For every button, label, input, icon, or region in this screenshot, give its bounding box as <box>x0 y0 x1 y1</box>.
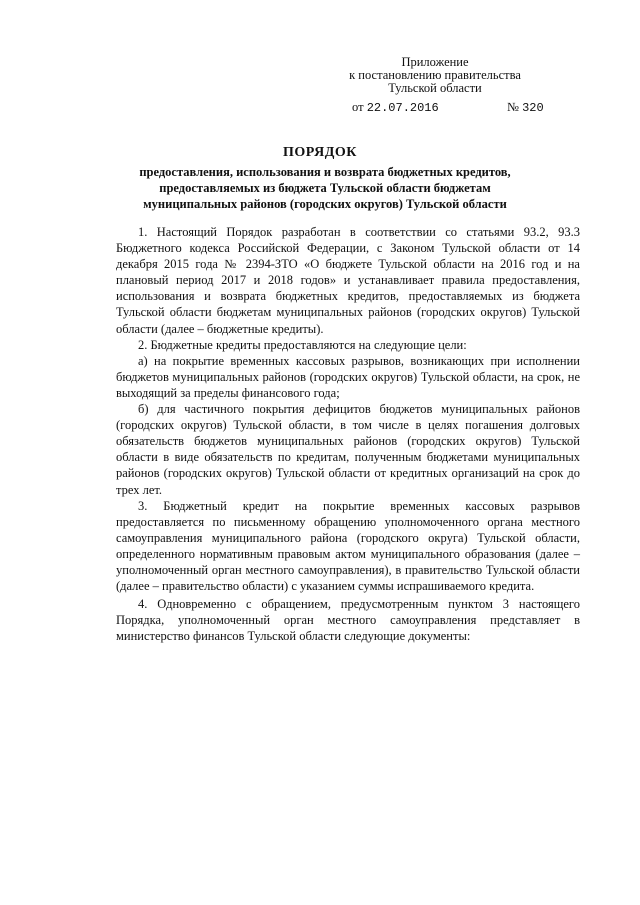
paragraph-2b: б) для частичного покрытия дефицитов бюджетов муниципальных районов (городских округов) Тульской области, в том числе в целях погашения долговых обязательств бюджетов муниципальных районов (городских округов) Тульской области в виде обязательств по кредитам, полученным бюджетами муниципальных районов (городских округов) Тульской области от кредитных организаций на срок до трех лет. <box>116 402 580 497</box>
decree-date: 22.07.2016 <box>366 101 439 115</box>
paragraph-3: 3. Бюджетный кредит на покрытие временных кассовых разрывов предоставляется по письменному обращению уполномоченного органа местного самоуправления муниципального района (городского округа) Тульской области, определенного нормативным правовым актом муниципального образования (далее – уполномоченный орган местного самоуправления), в правительство Тульской области (далее – правительство области) с указанием суммы испрашиваемого кредита. <box>116 498 580 594</box>
paragraph-2: 2. Бюджетные кредиты предоставляются на следующие цели: <box>138 337 467 352</box>
subtitle-line-1: предоставления, использования и возврата бюджетных кредитов, <box>139 165 511 179</box>
document-subtitle <box>90 164 560 212</box>
date-prefix: от <box>352 100 364 114</box>
subtitle-line-2: предоставляемых из бюджета Тульской области бюджетам <box>159 181 491 195</box>
document-body <box>116 224 580 644</box>
document-title: ПОРЯДОК <box>283 145 357 160</box>
paragraph-4: 4. Одновременно с обращением, предусмотренным пунктом 3 настоящего Порядка, уполномоченный орган местного самоуправления представляет в министерство финансов Тульской области следующие документы: <box>116 597 580 644</box>
paragraph-1: 1. Настоящий Порядок разработан в соответствии со статьями 93.2, 93.3 Бюджетного кодекса Российской Федерации, с Законом Тульской области от 14 декабря 2015 года № 2394-ЗТО «О бюджете Тульской области на 2016 год и на плановый период 2017 и 2018 годов» и устанавливает правила предоставления, использования и возврата бюджетных кредитов, предоставляемых из бюджета Тульской области бюджетам муниципальных районов (городских округов) Тульской области (далее – бюджетные кредиты). <box>116 225 580 336</box>
decree-date-number <box>352 100 552 115</box>
subtitle-line-3: муниципальных районов (городских округов) Тульской области <box>143 197 507 211</box>
paragraph-2a: а) на покрытие временных кассовых разрывов, возникающих при исполнении бюджетов муниципальных районов (городских округов) Тульской области, на срок, не выходящий за пределы финансового года; <box>116 353 580 400</box>
appendix-line-3: Тульской области <box>388 81 482 95</box>
decree-number: 320 <box>522 101 544 115</box>
appendix-header <box>300 56 570 95</box>
appendix-line-2: к постановлению правительства <box>349 68 521 82</box>
appendix-line-1: Приложение <box>401 55 469 69</box>
number-prefix: № <box>507 100 519 114</box>
decree-number-group <box>507 100 544 115</box>
